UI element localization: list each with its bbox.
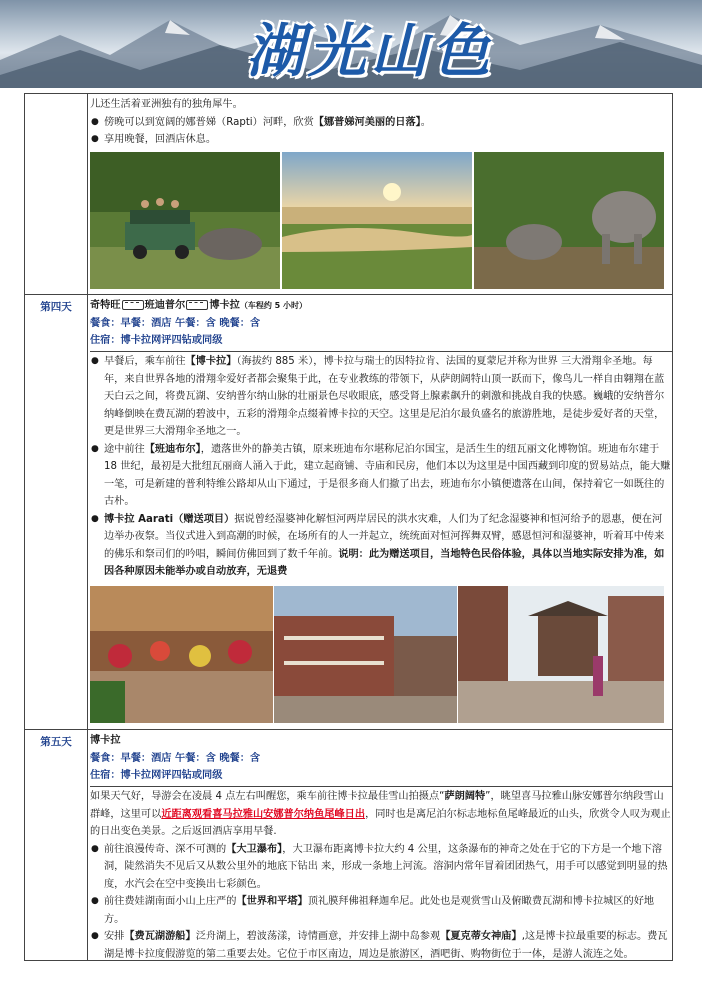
highlight-text: 【班迪布尔】	[144, 443, 201, 455]
text-span: 前往费娃湖南面小山上庄严的	[104, 896, 237, 907]
day3-continuation-row	[25, 94, 672, 294]
text-span: ，大卫瀑布距离博卡拉大约 4 公里，这条瀑布的神奇之处在于它的下方是一个地下溶洞，陡然消失不见后又从数公里外的地底下钻出 来，形成一条地上河流。溶洞内常年冒着团团热气，用手可以感觉到明显的热度，水汽会在空中变换出七彩颜色。	[104, 843, 668, 890]
bus-icon	[186, 300, 208, 310]
day-label: 第四天	[40, 301, 72, 313]
day-label: 第五天	[40, 736, 72, 748]
highlight-text: 博卡拉 Aarati（赠送项目）	[104, 513, 235, 525]
stay-line: 住宿：博卡拉网评四钻或同级	[90, 770, 223, 781]
text-span: ，遗落世外的静美古镇，原来班迪布尔堪称尼泊尔国宝，是活生生的纽瓦丽文化博物馆。班迪布尔建于 18 世纪，最初是大批纽瓦丽商人涌入于此，建立起商铺、寺庙和民房，他们本以为这里是中国西藏到印度的贸易站点，能大赚一笔，可是新建的普利特维公路却从山下通过，于是很多商人们撤了出去，班迪布尔小镇便遗落在山间，保持着它一如既往的古朴。	[104, 443, 671, 507]
banner-title: 湖光山色	[246, 17, 495, 85]
safari-jeep-photo	[90, 152, 280, 289]
list-item	[104, 841, 672, 894]
text-span: 享用晚餐，回酒店休息。	[104, 134, 217, 145]
list-item	[104, 131, 672, 149]
list-item	[104, 441, 672, 511]
route-stop: 班迪普尔	[144, 300, 186, 311]
highlight-text: 【大卫瀑布】	[226, 843, 283, 855]
paragraph	[90, 787, 672, 841]
meals-line: 餐食：早餐：酒店 午餐：含 晚餐：含	[90, 752, 261, 764]
notice-text: 说明：此为赠送项目，当地特色民俗体验，具体以当地实际安排为准，如因各种原因未能举办或自动放弃，无退费	[104, 548, 665, 577]
meals-line: 餐食：早餐：酒店 午餐：含 晚餐：含	[90, 317, 261, 329]
bandipur-street-photo	[274, 586, 457, 723]
text-span: 泛舟湖上，碧波荡漾，诗情画意，并安排上湖中岛参观	[195, 931, 441, 942]
text-span: 途中前往	[104, 443, 145, 455]
text-span: ，同时也是离尼泊尔标志地标鱼尾峰最近的山头，欣赏令人叹为观止的日出变色美景。之后返回酒店享用早餐.	[90, 808, 671, 837]
river-sunset-photo	[282, 152, 472, 289]
header-banner	[0, 0, 702, 88]
route-note: （车程约 5 小时）	[239, 301, 308, 310]
list-item	[104, 511, 672, 581]
route-line: 博卡拉	[90, 735, 121, 746]
list-item	[104, 353, 672, 441]
text-span: 顶礼膜拜佛祖释迦牟尼。此处也是观赏雪山及俯瞰费瓦湖和博卡拉城区的好地方。	[104, 896, 655, 925]
route-line	[90, 297, 672, 315]
text-span: 如果天气好，导游会在凌晨 4 点左右叫醒您，乘车前往博卡拉最佳雪山拍摄点“	[90, 791, 445, 802]
rhino-photo	[474, 152, 664, 289]
route-stop: 博卡拉	[209, 300, 240, 311]
list-item	[104, 114, 672, 132]
day4-row	[25, 294, 672, 730]
list-item	[104, 928, 672, 963]
stay-line: 住宿：博卡拉网评四钻或同级	[90, 335, 223, 346]
sunrise-highlight: 近距离观看喜马拉雅山安娜普尔纳鱼尾峰日出	[161, 808, 366, 820]
list-item	[104, 893, 672, 928]
highlight-text: 【世界和平塔】	[236, 896, 308, 907]
text-span: ”，眺望喜马拉雅山脉安娜普尔纳段雪山群峰，这里可以	[90, 791, 664, 820]
text-span: ,这是博卡拉最重要的标志。费瓦湖是博卡拉度假游览的第二重要去处。它位于市区南边，周边是旅游区，酒吧街、购物街位于一体，是游人流连之处。	[104, 931, 668, 960]
bus-icon	[122, 300, 144, 310]
day-label-cell	[25, 94, 88, 294]
highlight-text: 【娜普娣河美丽的日落】	[313, 116, 421, 128]
text-span: （海拔约 885 米），博卡拉与瑞士的因特拉肯、法国的夏蒙尼并称为世界 三大滑翔伞圣地。每年，来自世界各地的滑翔伞爱好者都会聚集于此，在专业教练的带领下，从萨朗阔特山顶一跃而下，像鸟儿一样自由翱翔在蓝天白云之间，将费瓦湖、安纳普尔纳山脉的壮丽景色尽收眼底，感受肾上腺素飙升的刺激和挑战自我的快感。巍峨的安纳普尔纳峰倒映在费瓦湖的碧波中，五彩的滑翔伞点缀着博卡拉的天空。这里是尼泊尔最负盛名的旅游胜地，是徒步爱好者的天堂，更是世界三大滑翔伞圣地之一。	[104, 356, 665, 437]
day5-row	[25, 729, 672, 961]
highlight-text: 【费瓦湖游船】	[124, 931, 196, 942]
festival-crowd-photo	[90, 586, 273, 723]
text-span: 。	[420, 116, 431, 128]
day-label-cell	[25, 730, 88, 961]
text-span: 前往浪漫传奇、深不可测的	[104, 843, 227, 855]
temple-square-photo	[458, 586, 664, 723]
text-span: 傍晚可以到宽阔的娜普娣（Rapti）河畔，欣赏	[104, 116, 314, 128]
text-span: 据说曾经湿婆神化解恒河两岸居民的洪水灾难，人们为了纪念湿婆神和恒河给予的恩惠，便在河边举办夜祭。当仪式进入到高潮的时候，在场所有的人一并起立，统统面对恒河挥舞双臂，感恩恒河和湿婆神，听着耳中传来的佛乐和祭司们的吟唱，瞬间仿佛回到了数千年前。	[104, 513, 665, 560]
text-span: 安排	[104, 931, 125, 942]
highlight-text: 萨朗阔特	[444, 791, 486, 802]
itinerary-table	[24, 93, 673, 961]
text-span: 早餐后，乘车前往	[104, 356, 186, 367]
text-line: 儿还生活着亚洲独有的独角犀牛。	[90, 99, 243, 110]
day-label-cell	[25, 295, 88, 730]
highlight-text: 【博卡拉】	[185, 356, 237, 367]
route-stop: 奇特旺	[90, 300, 121, 311]
highlight-text: 【夏克蒂女神庙】	[440, 931, 522, 942]
